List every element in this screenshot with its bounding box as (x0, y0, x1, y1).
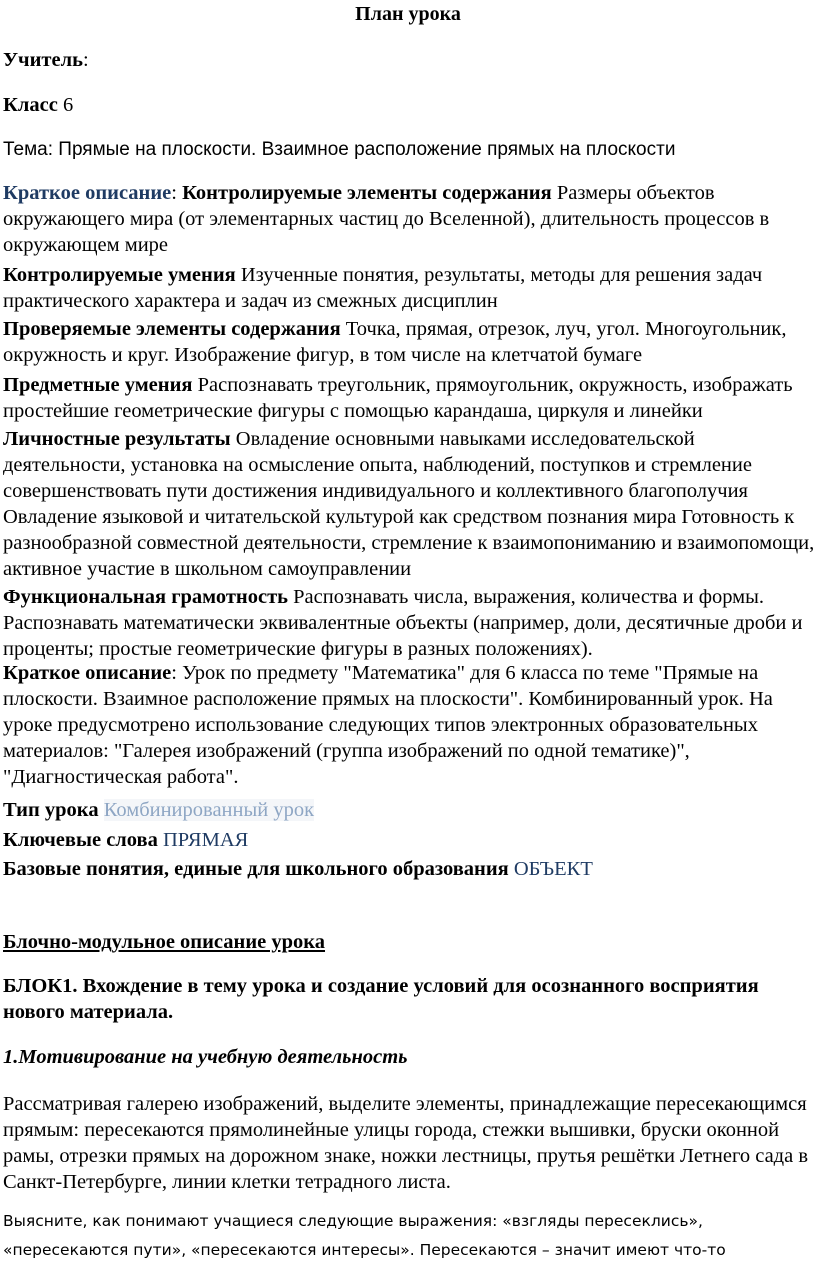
concepts-line (3, 856, 815, 882)
section-text: Урок по предмету "Математика" для 6 класса по теме "Прямые на плоскости. Взаимное расположение прямых на плоскости". Комбинированный урок. На уроке предусмотрено использование следующих типов электронных образовательных материалов: "Галерея изображений (группа изображений по одной тематике)", "Диагностическая работа". (3, 662, 773, 788)
gallery-paragraph: Рассматривая галерею изображений, выделите элементы, принадлежащие пересекающимся прямым: пересекаются прямолинейные улицы города, стежки вышивки, бруски оконной рамы, отрезки прямых на дорожном знаке, ножки лестницы, прутья решётки Летнего сада в Санкт-Петербурге, линии клетки тетрадного листа. (3, 1093, 808, 1193)
concepts-label: Базовые понятия, единые для школьного образования (3, 858, 509, 880)
note-line-1: Выясните, как понимают учащиеся следующие выражения: «взгляды пересеклись», (3, 1212, 703, 1230)
topic-line: Тема: Прямые на плоскости. Взаимное расположение прямых на плоскости (3, 139, 676, 160)
page-title: План урока (355, 3, 461, 25)
keywords-label: Ключевые слова (3, 829, 158, 851)
section-label: Проверяемые элементы содержания (3, 318, 341, 340)
block1-heading: БЛОК1. Вхождение в тему урока и создание условий для осознанного восприятия нового материала. (3, 975, 759, 1023)
section-text: Распознавать числа, выражения, количества и формы. Распознавать математически эквивалентные объекты (например, доли, десятичные дроби и проценты; простые геометрические фигуры в разных положениях). (3, 586, 803, 660)
teacher-line (3, 47, 815, 73)
section-separator: : (171, 182, 183, 204)
teacher-label: Учитель (3, 49, 83, 71)
keywords-line (3, 827, 815, 853)
module-heading: Блочно-модульное описание урока (3, 931, 326, 953)
section-label: Контролируемые умения (3, 264, 236, 286)
section-text: Размеры объектов окружающего мира (от элементарных частиц до Вселенной), длительность процессов в окружающем мире (3, 182, 770, 256)
class-value: 6 (57, 94, 74, 116)
section-short-description (3, 180, 815, 258)
lesson-type-value: Комбинированный урок (103, 799, 315, 821)
class-line (3, 92, 815, 118)
section-label: Предметные умения (3, 374, 193, 396)
section-label: Функциональная грамотность (3, 586, 288, 608)
section-text: Распознавать треугольник, прямоугольник, окружность, изображать простейшие геометрические фигуры с помощью карандаша, циркуля и линейки (3, 374, 793, 422)
section-text: Овладение основными навыками исследовательской деятельности, установка на осмысление опыта, наблюдений, поступков и стремление совершенствовать пути достижения индивидуального и коллективного благополучия Овладение языковой и читательской культурой как средством познания мира Готовность к разнообразной совместной деятельности, стремление к взаимопониманию и взаимопомощи, активное участие в школьном самоуправлении (3, 428, 815, 580)
section-label: Личностные результаты (3, 428, 231, 450)
section-separator: : (171, 662, 177, 684)
keywords-value: ПРЯМАЯ (163, 829, 249, 851)
teacher-colon: : (82, 49, 89, 71)
section-controlled-skills (3, 262, 815, 314)
section-sublabel: Контролируемые элементы содержания (182, 182, 552, 204)
section-functional-literacy (3, 584, 815, 662)
note-line-2: «пересекаются пути», «пересекаются интересы». Пересекаются – значит имеют что-то (3, 1241, 726, 1259)
section-subject-skills (3, 372, 815, 424)
lesson-type-line (3, 797, 815, 823)
section-personal-results (3, 426, 815, 582)
lesson-type-label: Тип урока (3, 799, 99, 821)
concepts-value: ОБЪЕКТ (513, 858, 593, 880)
section-text: Изученные понятия, результаты, методы для решения задач практического характера и задач из смежных дисциплин (3, 264, 763, 312)
section-text: Точка, прямая, отрезок, луч, угол. Многоугольник, окружность и круг. Изображение фигур, в том числе на клетчатой бумаге (3, 318, 787, 366)
section-label: Краткое описание (3, 662, 172, 684)
class-label: Класс (3, 94, 58, 116)
step1-heading: 1.Мотивирование на учебную деятельность (3, 1046, 408, 1068)
section-lesson-summary (3, 660, 815, 790)
section-checked-elements (3, 316, 815, 368)
section-label: Краткое описание (3, 182, 172, 204)
